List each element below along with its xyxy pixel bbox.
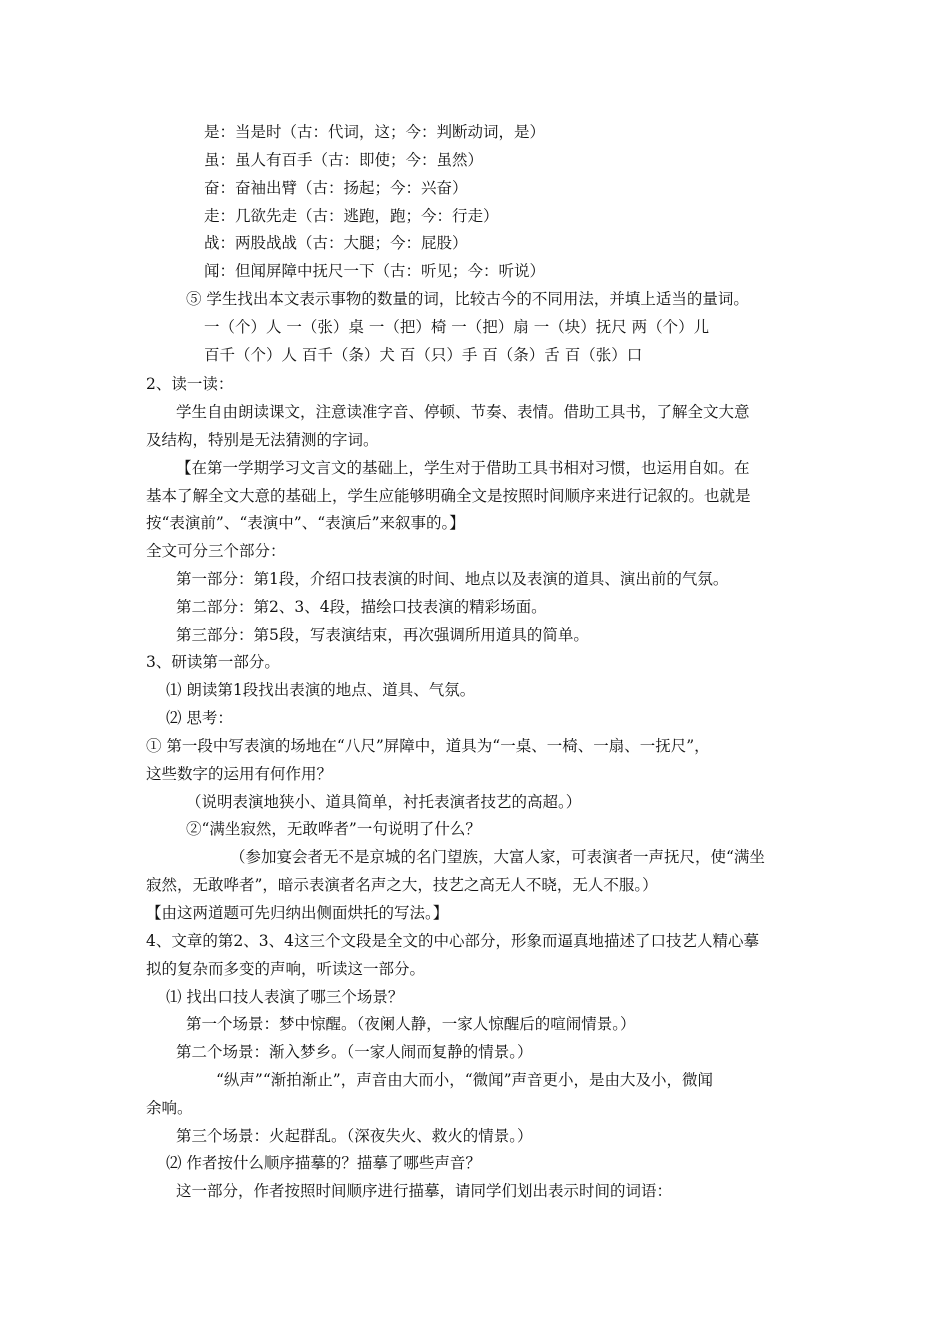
text-line: ⑵ 思考：	[166, 709, 233, 727]
text-line: ⑤ 学生找出本文表示事物的数量的词，比较古今的不同用法，并填上适当的量词。	[186, 290, 749, 308]
text-line: ⑴ 朗读第1段找出表演的地点、道具、气氛。	[166, 681, 476, 699]
note-line: 【由这两道题可先归纳出侧面烘托的写法。】	[146, 904, 449, 922]
text-line: 第三部分：第5段，写表演结束，再次强调所用道具的简单。	[176, 626, 589, 644]
text-line: 这一部分，作者按照时间顺序进行描摹，请同学们划出表示时间的词语：	[176, 1182, 673, 1200]
text-line: 百千（个）人 百千（条）犬 百（只）手 百（条）舌 百（张）口	[204, 346, 643, 364]
section-heading: 4、文章的第2、3、4这三个文段是全文的中心部分，形象而逼真地描述了口技艺人精心摹	[146, 932, 759, 950]
note-line: 基本了解全文大意的基础上，学生应能够明确全文是按照时间顺序来进行记叙的。也就是	[146, 487, 751, 505]
text-line: ① 第一段中写表演的场地在“八尺”屏障中，道具为“一桌、一椅、一扇、一抚尺”，	[146, 737, 710, 755]
text-line: 这些数字的运用有何作用？	[146, 765, 333, 783]
text-line: 全文可分三个部分：	[146, 542, 286, 560]
text-line: 第三个场景：火起群乱。（深夜失火、救火的情景。）	[176, 1127, 533, 1145]
text-line: 虽：虽人有百手（古：即使；今：虽然）	[204, 151, 484, 169]
text-line: 第二部分：第2、3、4段，描绘口技表演的精彩场面。	[176, 598, 547, 616]
text-line: 是：当是时（古：代词，这；今：判断动词，是）	[204, 123, 546, 141]
note-line: 【在第一学期学习文言文的基础上，学生对于借助工具书相对习惯，也运用自如。在	[176, 459, 750, 477]
text-line: 一（个）人 一（张）桌 一（把）椅 一（把）扇 一（块）抚尺 两（个）儿	[204, 318, 710, 336]
text-line: （参加宴会者无不是京城的名门望族，大富人家，可表演者一声抚尺，使“满坐	[230, 848, 765, 866]
section-heading: 3、研读第一部分。	[146, 653, 280, 671]
text-line: ⑵ 作者按什么顺序描摹的？描摹了哪些声音？	[166, 1154, 481, 1172]
text-line: 第一部分：第1段，介绍口技表演的时间、地点以及表演的道具、演出前的气氛。	[176, 570, 729, 588]
text-line: 走：几欲先走（古：逃跑，跑；今：行走）	[204, 207, 499, 225]
text-line: 余响。	[146, 1099, 193, 1117]
text-line: “纵声”“渐拍渐止”，声音由大而小，“微闻”声音更小，是由大及小，微闻	[216, 1071, 714, 1089]
note-line: 按“表演前”、“表演中”、“表演后”来叙事的。】	[146, 514, 465, 532]
text-line: （说明表演地狭小、道具简单，衬托表演者技艺的高超。）	[186, 793, 582, 811]
text-line: 奋：奋袖出臂（古：扬起；今：兴奋）	[204, 179, 468, 197]
text-line: 第二个场景：渐入梦乡。（一家人闹而复静的情景。）	[176, 1043, 533, 1061]
text-line: 战：两股战战（古：大腿；今：屁股）	[204, 234, 468, 252]
text-line: 学生自由朗读课文，注意读准字音、停顿、节奏、表情。借助工具书，了解全文大意	[176, 403, 750, 421]
text-line: 及结构，特别是无法猜测的字词。	[146, 431, 379, 449]
text-line: 拟的复杂而多变的声响，听读这一部分。	[146, 960, 426, 978]
text-line: ②“满坐寂然，无敢哗者”一句说明了什么？	[186, 820, 481, 838]
text-line: 闻：但闻屏障中抚尺一下（古：听见；今：听说）	[204, 262, 546, 280]
text-line: 寂然，无敢哗者”，暗示表演者名声之大，技艺之高无人不晓，无人不服。）	[146, 876, 658, 894]
text-line: ⑴ 找出口技人表演了哪三个场景？	[166, 988, 404, 1006]
text-line: 第一个场景：梦中惊醒。（夜阑人静，一家人惊醒后的喧闹情景。）	[186, 1015, 636, 1033]
section-heading: 2、读一读：	[146, 375, 234, 393]
